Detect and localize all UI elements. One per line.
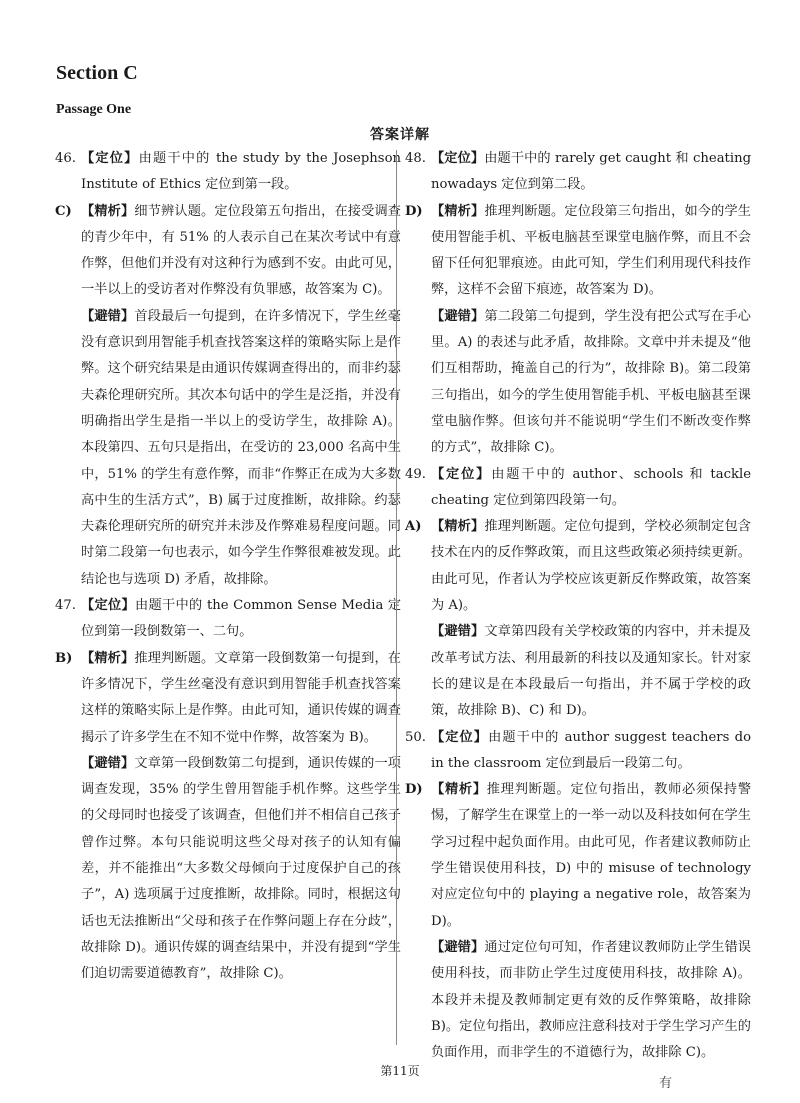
block-text: 文章第四段有关学校政策的内容中，并未提及改革考试方法、利用最新的科技以及通知家长。针对家长的建议是在本段最后一句指出，并不属于学校的政策，故排除 B)、C) 和 D)。 xyxy=(431,624,751,719)
block-tag: 【定位】 xyxy=(431,466,492,482)
answer-block xyxy=(405,777,751,935)
column-divider xyxy=(396,150,397,1045)
block-tag: 【避错】 xyxy=(81,308,135,324)
answer-label: C) xyxy=(55,203,72,219)
block-text: 推理判断题。定位句指出，教师必须保持警惕，了解学生在课堂上的一举一动以及科技如何在学生学习过程中起负面作用。由此可见，作者建议教师防止学生错误使用科技，D) 中的 misuse of technology 对应定位句中的 playing a negative role，故答案为 D)。 xyxy=(431,782,752,929)
block-tag: 【精析】 xyxy=(81,650,135,666)
right-column xyxy=(405,146,751,1066)
answer-block xyxy=(55,646,401,751)
section-title: Section C xyxy=(56,62,138,84)
answer-block xyxy=(405,462,751,515)
block-tag: 【定位】 xyxy=(81,598,135,614)
answer-block xyxy=(405,725,751,778)
question-label: 48. xyxy=(405,151,426,166)
block-tag: 【定位】 xyxy=(431,151,485,166)
answer-block xyxy=(55,304,401,593)
block-text: 由题干中的 author、schools 和 tackle cheating 定位到第四段第一句。 xyxy=(431,466,751,508)
block-tag: 【精析】 xyxy=(431,203,485,219)
block-text: 文章第一段倒数第二句提到，通识传媒的一项调查发现，35% 的学生曾用智能手机作弊。这些学生的父母同时也接受了该调查，但他们并不相信自己孩子曾作过弊。本句只能说明这些父母对孩子的认知有偏差，并不能推出“大多数父母倾向于过度保护自己的孩子”，A) 选项属于过度推断，故排除。同时，根据这句话也无法推断出“父母和孩子在作弊问题上存在分歧”，故排除 D)。通识传媒的调查结果中，并没有提到“学生们迫切需要道德教育”，故排除 C)。 xyxy=(81,755,401,982)
answer-block xyxy=(405,199,751,304)
question-label: 50. xyxy=(405,729,426,745)
answer-block xyxy=(405,619,751,724)
block-text: 推理判断题。定位段第三句指出，如今的学生使用智能手机、平板电脑甚至课堂电脑作弊，而且不会留下任何犯罪痕迹。由此可知，学生们利用现代科技作弊，这样不会留下痕迹，故答案为 D)。 xyxy=(431,203,751,298)
block-tag: 【精析】 xyxy=(81,203,135,219)
block-text: 第二段第二句提到，学生没有把公式写在手心里。A) 的表述与此矛盾，故排除。文章中并未提及“他们互相帮助，掩盖自己的行为”，故排除 B)。第二段第三句指出，如今的学生使用智能手机、平板电脑甚至课堂电脑作弊。但该句并不能说明“学生们不断改变作弊的方式”，故排除 C)。 xyxy=(431,308,751,456)
question-label: 47. xyxy=(55,598,76,614)
answer-block xyxy=(405,146,751,199)
block-tag: 【定位】 xyxy=(81,151,139,166)
answer-block xyxy=(55,593,401,646)
answer-block xyxy=(405,304,751,462)
left-column xyxy=(55,146,401,988)
passage-title: Passage One xyxy=(56,102,132,117)
block-tag: 【避错】 xyxy=(431,624,485,640)
block-tag: 【避错】 xyxy=(431,308,485,324)
answer-label: D) xyxy=(405,203,423,219)
answer-label: B) xyxy=(55,650,73,666)
answer-block xyxy=(405,514,751,619)
block-text: 由题干中的 author suggest teachers do in the classroom 定位到最后一段第二句。 xyxy=(431,729,752,771)
question-label: 49. xyxy=(405,466,426,482)
handwritten-mark: 有 xyxy=(659,1076,673,1091)
block-tag: 【避错】 xyxy=(431,939,485,955)
page-number: 第11页 xyxy=(380,1064,420,1078)
block-text: 由题干中的 the study by the Josephson Institute of Ethics 定位到第一段。 xyxy=(81,151,402,193)
block-text: 细节辨认题。定位段第五句指出，在接受调查的青少年中，有 51% 的人表示自己在某次考试中有意作弊，但他们并没有对这种行为感到不安。由此可见，一半以上的受访者对作弊没有负罪感，故答案为 C)。 xyxy=(81,203,401,298)
answer-block xyxy=(55,751,401,988)
block-tag: 【精析】 xyxy=(431,519,485,535)
block-text: 通过定位句可知，作者建议教师防止学生错误使用科技，而非防止学生过度使用科技，故排除 A)。本段并未提及教师制定更有效的反作弊策略，故排除 B)。定位句指出，教师应注意科技对于学生学习产生的负面作用，而非学生的不道德行为，故排除 C)。 xyxy=(431,939,751,1061)
block-text: 由题干中的 rarely get caught 和 cheating nowadays 定位到第二段。 xyxy=(431,151,752,193)
block-tag: 【精析】 xyxy=(431,782,487,798)
answer-block xyxy=(55,199,401,304)
block-tag: 【避错】 xyxy=(81,755,135,771)
block-text: 由题干中的 the Common Sense Media 定位到第一段倒数第一、二句。 xyxy=(81,598,402,640)
block-tag: 【定位】 xyxy=(431,729,489,745)
answer-block xyxy=(55,146,401,199)
answer-block xyxy=(405,935,751,1066)
answer-heading: 答案详解 xyxy=(370,127,430,143)
question-label: 46. xyxy=(55,151,76,166)
block-text: 首段最后一句提到，在许多情况下，学生丝毫没有意识到用智能手机查找答案这样的策略实际上是作弊。这个研究结果是由通识传媒调查得出的，而非约瑟夫森伦理研究所。其次本句话中的学生是泛指，并没有明确指出学生是指一半以上的受访学生，故排除 A)。本段第四、五句只是指出，在受访的 23,000 名高中生中，51% 的学生有意作弊，而非“作弊正在成为大多数高中生的生活方式”，B) 属于过度推断，故排除。约瑟夫森伦理研究所的研究并未涉及作弊难易程度问题。同时第二段第一句也表示，如今学生作弊很难被发现。此结论也与选项 D) 矛盾，故排除。 xyxy=(81,308,401,587)
block-text: 推理判断题。定位句提到，学校必须制定包含技术在内的反作弊政策，而且这些政策必须持续更新。由此可见，作者认为学校应该更新反作弊政策，故答案为 A)。 xyxy=(431,519,751,614)
answer-label: A) xyxy=(405,519,422,535)
answer-label: D) xyxy=(405,782,423,798)
block-text: 推理判断题。文章第一段倒数第一句提到，在许多情况下，学生丝毫没有意识到用智能手机查找答案这样的策略实际上是作弊。由此可知，通识传媒的调查揭示了许多学生在不知不觉中作弊，故答案为 B)。 xyxy=(81,650,401,745)
